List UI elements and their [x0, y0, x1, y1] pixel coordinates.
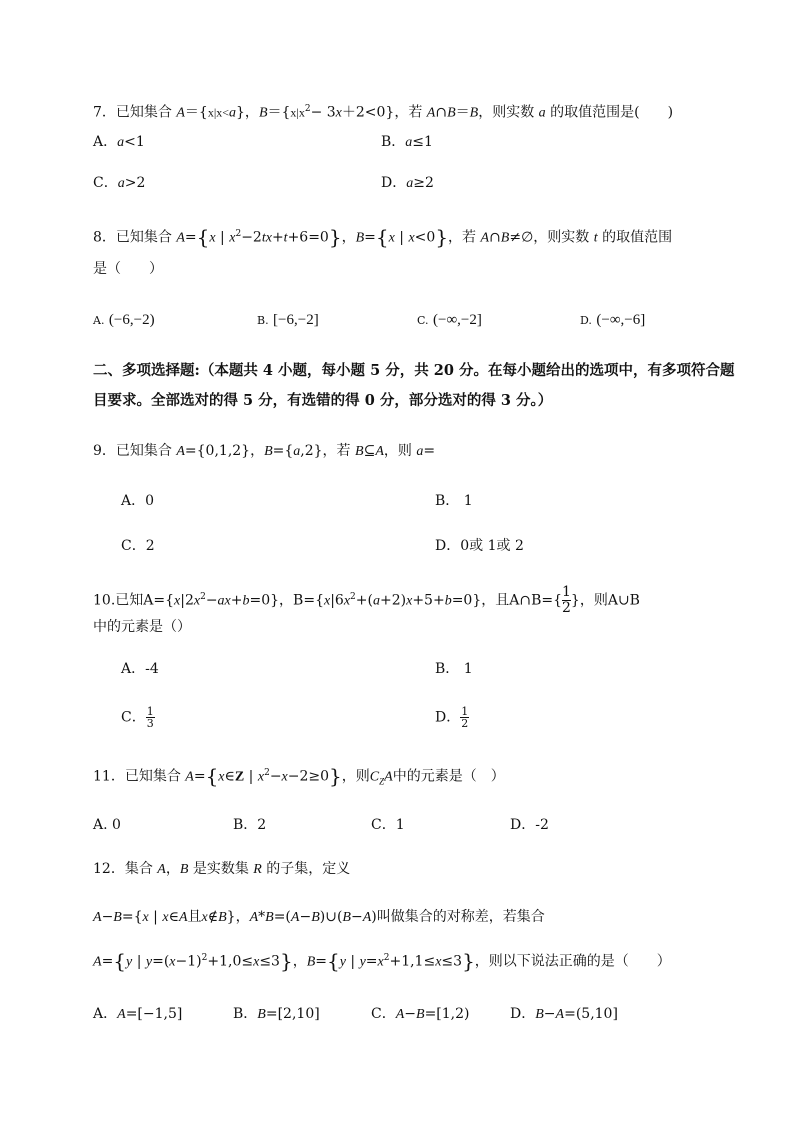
section-2-title: 二、多项选择题:（本题共 4 小题，每小题 5 分，共 20 分。在每小题给出的选项中，有多项符合题: [93, 362, 735, 379]
q7-option-c[interactable]: C．a>2: [93, 175, 146, 191]
question-12-sets: A={y | $y=(x-1)^2+1,0\le x\le 3$}，B={y | $y=x^2+1,1\le x\le 3$}，则以下说法正确的是（ ）: [93, 948, 671, 973]
question-12-definition: A−B={x | x∈A且x∉B}，A*B=(A−B)∪(B−A)叫做集合的对称差，若集合: [93, 909, 545, 925]
q12-option-b[interactable]: B．B=[2,10]: [233, 1006, 320, 1022]
q10-option-b[interactable]: B． 1: [435, 661, 473, 677]
q8-option-a[interactable]: A. (−6,−2): [93, 312, 155, 328]
question-10-text: 10.已知$A=\{x|2x^2-ax+b=0\}$，$B=\{x|6x^2+(a+2)x+5+b=0\}$，且A∩B={ $\frac{1}{2}$ }，则A∪B: [93, 584, 640, 616]
question-9-text: 9．已知集合 A={0,1,2}，B={a,2}，若 B⊆A，则 a=: [93, 443, 436, 459]
q7-option-a[interactable]: A．a<1: [93, 134, 145, 150]
q12-option-c[interactable]: C．A−B=[1,2): [371, 1006, 470, 1022]
q8-option-c[interactable]: C. (−∞,−2]: [417, 312, 482, 328]
q11-option-b[interactable]: B．2: [233, 817, 267, 833]
q10-option-a[interactable]: A．-4: [121, 661, 159, 677]
q9-option-d[interactable]: D．0或 1或 2: [435, 538, 524, 554]
q9-option-a[interactable]: A．0: [121, 493, 155, 509]
q8-option-b[interactable]: B. [−6,−2]: [257, 312, 319, 328]
question-11-text: 11．已知集合 A={x∈Z | $x^2-x-2\ge 0$}，则$C_ZA$中的元素是（ ）: [93, 763, 505, 788]
q8-option-d[interactable]: D. (−∞,−6]: [580, 312, 646, 328]
section-2-title-cont: 目要求。全部选对的得 5 分，有选错的得 0 分，部分选对的得 3 分。）: [93, 392, 553, 409]
question-8-text: 8．已知集合 A={x | $x^2-2tx+t+6=0$}，B={x | x<0}，若 A∩B≠∅，则实数 t 的取值范围: [93, 224, 673, 249]
q9-option-c[interactable]: C．2: [121, 538, 155, 554]
q7-option-b[interactable]: B．a≤1: [381, 134, 433, 150]
q11-option-d[interactable]: D．-2: [510, 817, 549, 833]
q12-option-a[interactable]: A．A=[−1,5]: [93, 1006, 183, 1022]
question-10-text-cont: 中的元素是（）: [93, 619, 191, 635]
q9-option-b[interactable]: B． 1: [435, 493, 473, 509]
question-12-text: 12．集合 A，B 是实数集 R 的子集，定义: [93, 861, 351, 877]
q11-option-c[interactable]: C．1: [371, 817, 405, 833]
q12-option-d[interactable]: D．B−A=(5,10]: [510, 1006, 618, 1022]
question-8-text-cont: 是（ ）: [93, 261, 163, 277]
q10-option-d[interactable]: D． $\frac{1}{2}$: [435, 705, 469, 730]
q10-option-c[interactable]: C． $\frac{1}{3}$: [121, 705, 154, 730]
q7-option-d[interactable]: D．a≥2: [381, 175, 434, 191]
q11-option-a[interactable]: A. 0: [93, 817, 121, 833]
question-7-text: 7．已知集合 A＝{x|x<a}，$B=\{x|x^2- 3x+2<0\}$，若 A∩B＝B，则实数 a 的取值范围是( ): [93, 104, 674, 121]
